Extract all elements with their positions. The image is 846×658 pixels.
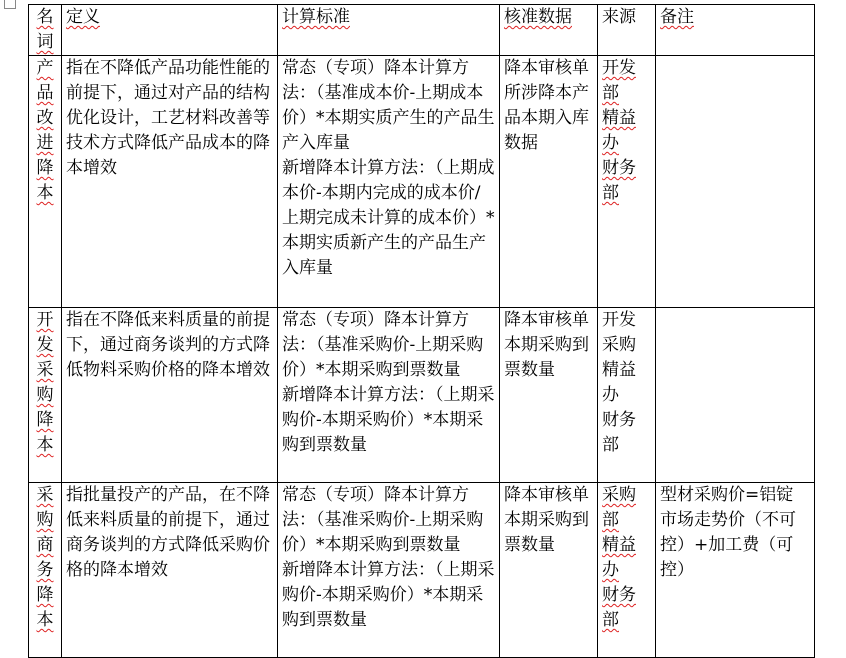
row-2-name-char: 购 xyxy=(36,385,54,405)
row-3-source-dept: 财务部 xyxy=(602,585,636,630)
header-verify-text: 核准数据 xyxy=(504,7,572,27)
row-2-name-char: 采 xyxy=(36,360,54,380)
row-2-source xyxy=(598,308,656,483)
row-1-definition-text: 指在不降低产品功能性能的前提下，通过对产品的结构优化设计，工艺材料改善等技术方式降低产品成本的降本增效 xyxy=(66,58,270,178)
row-3-name-char: 本 xyxy=(36,610,54,630)
header-source xyxy=(598,5,656,56)
table-row xyxy=(29,56,815,308)
header-notes-text: 备注 xyxy=(660,7,694,27)
row-3-source xyxy=(598,483,656,658)
row-3-source-dept: 采购部 xyxy=(602,485,636,530)
row-2-name-char: 发 xyxy=(36,335,54,355)
row-3-name-char: 降 xyxy=(36,585,54,605)
row-3-name-char: 采 xyxy=(36,485,54,505)
row-1-name-char: 进 xyxy=(36,133,54,153)
row-2-verify-data: 本期采购到票数量 xyxy=(504,335,589,380)
row-1-name-char: 品 xyxy=(36,83,54,103)
row-1-definition xyxy=(62,56,278,308)
row-2-verify-doc: 降本审核单 xyxy=(504,310,589,330)
row-3-notes-text: 型材采购价=铝锭市场走势价（不可控）+加工费（可控） xyxy=(660,485,796,580)
row-1-name-char: 降 xyxy=(36,158,54,178)
header-source-text: 来源 xyxy=(602,7,636,27)
row-2-notes xyxy=(656,308,815,483)
row-2-source-dept: 办 xyxy=(602,385,619,405)
row-3-name-char: 务 xyxy=(36,560,54,580)
row-3-verify-doc: 降本审核单 xyxy=(504,485,589,505)
row-1-source xyxy=(598,56,656,308)
row-3-name-char: 购 xyxy=(36,510,54,530)
row-3-verify-data: 本期采购到票数量 xyxy=(504,510,589,555)
row-3-name xyxy=(29,483,62,658)
row-1-name-char: 改 xyxy=(36,108,54,128)
row-2-name-char: 本 xyxy=(36,435,54,455)
header-row xyxy=(29,5,815,56)
row-2-source-dept: 采购 xyxy=(602,335,636,355)
row-2-name-char: 开 xyxy=(36,310,54,330)
row-3-verify xyxy=(500,483,598,658)
row-2-standard-normal: 常态（专项）降本计算方法：（基准采购价-上期采购价）*本期采购到票数量 xyxy=(282,310,484,380)
header-name-char-1: 名 xyxy=(36,7,54,27)
row-2-standard xyxy=(278,308,500,483)
header-notes xyxy=(656,5,815,56)
row-1-source-dept: 财务部 xyxy=(602,158,636,203)
row-3-definition-text: 指批量投产的产品，在不降低来料质量的前提下，通过商务谈判的方式降低采购价格的降本增效 xyxy=(66,485,270,580)
row-1-standard-normal: 常态（专项）降本计算方法：（基准成本价-上期成本价）*本期实质产生的产品生产入库量 xyxy=(282,58,495,153)
row-2-verify xyxy=(500,308,598,483)
row-2-source-dept: 开发 xyxy=(602,310,636,330)
row-1-standard-new: 新增降本计算方法：（上期成本价-本期内完成的成本价/上期完成未计算的成本价）*本期实质新产生的产品生产入库量 xyxy=(282,158,495,278)
header-name-char-2: 词 xyxy=(36,32,54,52)
row-1-name xyxy=(29,56,62,308)
row-1-source-dept: 精益办 xyxy=(602,108,636,153)
row-1-verify xyxy=(500,56,598,308)
row-2-definition-text: 指在不降低来料质量的前提下，通过商务谈判的方式降低物料采购价格的降本增效 xyxy=(66,310,270,380)
header-verify xyxy=(500,5,598,56)
row-2-source-dept: 财务 xyxy=(602,410,636,430)
row-1-name-char: 产 xyxy=(36,58,54,78)
row-2-definition xyxy=(62,308,278,483)
page-corner-marker xyxy=(4,0,16,9)
header-standard xyxy=(278,5,500,56)
row-1-source-dept: 开发部 xyxy=(602,58,636,103)
row-3-standard-normal: 常态（专项）降本计算方法：（基准采购价-上期采购价）*本期采购到票数量 xyxy=(282,485,484,555)
row-1-verify-data: 所涉降本产品本期入库数据 xyxy=(504,83,589,153)
row-3-standard-new: 新增降本计算方法：（上期采购价-本期采购价）*本期采购到票数量 xyxy=(282,560,495,630)
header-standard-text: 计算标准 xyxy=(282,7,350,27)
row-2-standard-new: 新增降本计算方法：（上期采购价-本期采购价）*本期采购到票数量 xyxy=(282,385,495,455)
row-1-notes xyxy=(656,56,815,308)
row-3-notes xyxy=(656,483,815,658)
header-definition xyxy=(62,5,278,56)
header-definition-text: 定义 xyxy=(66,7,100,27)
row-3-standard xyxy=(278,483,500,658)
cost-reduction-table xyxy=(28,4,815,658)
row-2-source-dept: 精益 xyxy=(602,360,636,380)
row-1-standard xyxy=(278,56,500,308)
row-2-name-char: 降 xyxy=(36,410,54,430)
table-row xyxy=(29,483,815,658)
table-row xyxy=(29,308,815,483)
row-2-name xyxy=(29,308,62,483)
row-1-name-char: 本 xyxy=(36,183,54,203)
row-3-name-char: 商 xyxy=(36,535,54,555)
row-3-source-dept: 精益办 xyxy=(602,535,636,580)
row-3-definition xyxy=(62,483,278,658)
row-1-verify-doc: 降本审核单 xyxy=(504,58,589,78)
row-2-source-dept: 部 xyxy=(602,435,619,455)
header-name xyxy=(29,5,62,56)
